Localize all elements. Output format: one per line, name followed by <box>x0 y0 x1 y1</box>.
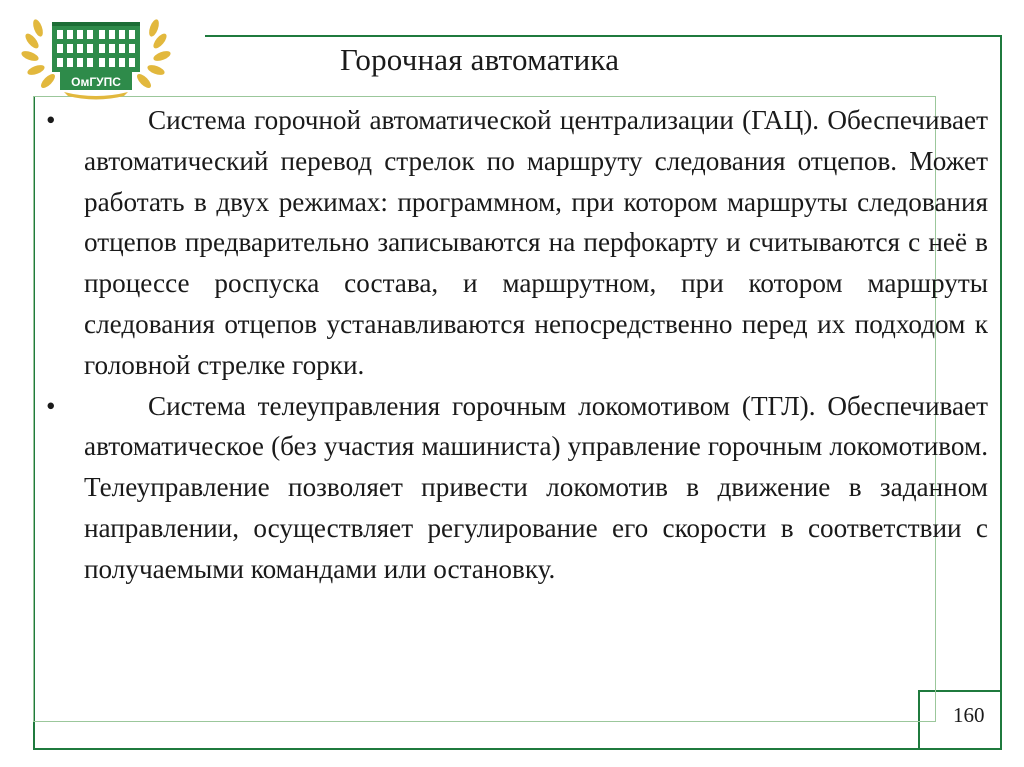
bullet-item-gats <box>46 100 988 386</box>
frame-top-line <box>205 35 1002 37</box>
frame-bottom-line <box>33 748 1002 750</box>
university-building-laurel-icon <box>20 8 172 100</box>
university-logo <box>20 8 172 100</box>
bullet-text: Система телеуправления горочным локомотивом (ТГЛ). Обеспечивает автоматическое (без участия машиниста) управление горочным локомотивом. Телеуправление позволяет привести локомотив в движение в заданном направлении, осуществляет регулирование его скорости в соответствии с получаемыми командами или остановку. <box>84 390 988 584</box>
slide-title: Горочная автоматика <box>340 42 620 77</box>
bullet-marker: • <box>46 105 56 135</box>
frame-right-line <box>1000 35 1002 750</box>
page-number: 160 <box>953 703 985 727</box>
logo-text: ОмГУПС <box>71 75 121 89</box>
bullet-text: Система горочной автоматической централизации (ГАЦ). Обеспечивает автоматический перевод стрелок по маршруту следования отцепов. Может работать в двух режимах: программном, при котором маршруты следования отцепов предварительно записываются на перфокарту и считываются с неё в процессе роспуска состава, и маршрутном, при котором маршруты следования отцепов устанавливаются непосредственно перед их подходом к головной стрелке горки. <box>84 105 988 380</box>
bullet-marker: • <box>46 390 56 421</box>
slide-content <box>46 100 988 590</box>
bullet-item-tgl <box>46 386 988 590</box>
